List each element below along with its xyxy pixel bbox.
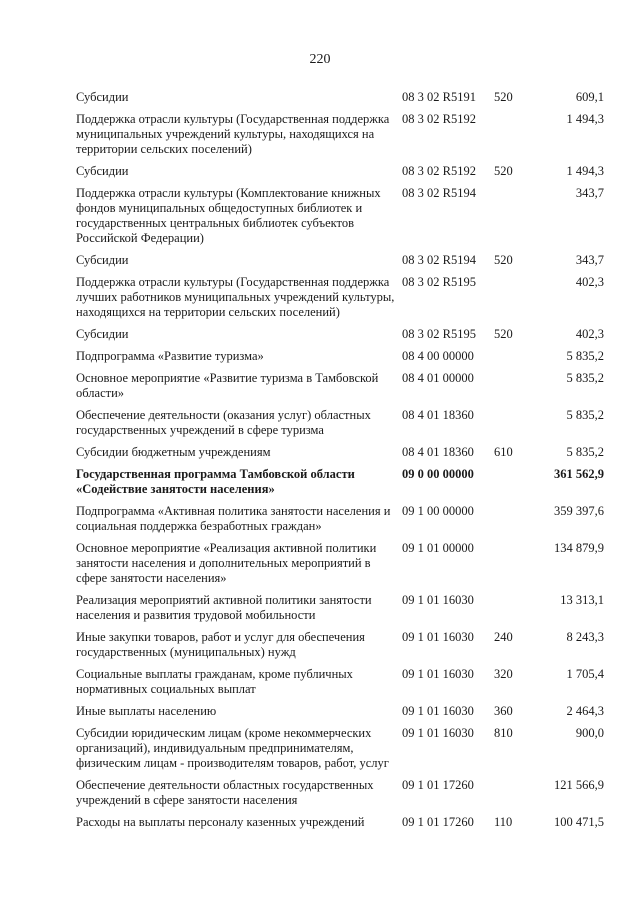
classification-code: 09 1 01 17260 — [402, 815, 474, 829]
classification-code: 08 3 02 R5194 — [402, 253, 476, 267]
expense-type-code: 240 — [494, 630, 513, 644]
amount: 402,3 — [575, 327, 604, 341]
table-row — [76, 593, 604, 623]
amount: 5 835,2 — [566, 349, 604, 363]
table-row — [76, 667, 604, 697]
amount: 361 562,9 — [554, 467, 604, 481]
expense-type-code — [494, 593, 524, 623]
classification-code: 09 1 01 17260 — [402, 778, 474, 792]
amount: 1 494,3 — [566, 164, 604, 178]
expense-type-code — [494, 467, 524, 497]
expense-type-code: 360 — [494, 704, 513, 718]
item-name: Государственная программа Тамбовской области «Содействие занятости населения» — [76, 467, 355, 496]
expense-type-code: 520 — [494, 90, 513, 104]
classification-code: 08 4 01 18360 — [402, 408, 474, 422]
item-name: Основное мероприятие «Развитие туризма в Тамбовской области» — [76, 371, 379, 400]
item-name: Иные выплаты населению — [76, 704, 217, 718]
table-row — [76, 327, 604, 342]
classification-code: 08 4 01 18360 — [402, 445, 474, 459]
item-name: Подпрограмма «Развитие туризма» — [76, 349, 264, 363]
classification-code: 08 3 02 R5195 — [402, 327, 476, 341]
classification-code: 09 1 01 16030 — [402, 667, 474, 681]
amount: 13 313,1 — [560, 593, 604, 607]
amount: 402,3 — [575, 275, 604, 289]
amount: 134 879,9 — [554, 541, 604, 555]
item-name: Расходы на выплаты персоналу казенных учреждений — [76, 815, 365, 829]
amount: 900,0 — [575, 726, 604, 740]
expense-type-code — [494, 504, 524, 534]
item-name: Основное мероприятие «Реализация активной политики занятости населения и дополнительных мероприятий в сфере занятости населения» — [76, 541, 377, 585]
expense-type-code — [494, 371, 524, 401]
table-row — [76, 541, 604, 586]
expense-type-code — [494, 349, 524, 364]
classification-code: 09 1 00 00000 — [402, 504, 474, 518]
table-row — [76, 371, 604, 401]
expense-type-code — [494, 541, 524, 586]
classification-code: 08 3 02 R5191 — [402, 90, 476, 104]
amount: 343,7 — [575, 253, 604, 267]
table-row — [76, 186, 604, 246]
amount: 8 243,3 — [566, 630, 604, 644]
classification-code: 09 1 01 16030 — [402, 704, 474, 718]
amount: 121 566,9 — [554, 778, 604, 792]
budget-table — [76, 90, 604, 837]
item-name: Поддержка отрасли культуры (Государственная поддержка лучших работников муниципальных учреждений культуры, находящихся на территории сельских поселений) — [76, 275, 395, 319]
expense-type-code — [494, 275, 524, 320]
expense-type-code: 520 — [494, 164, 513, 178]
table-row — [76, 90, 604, 105]
page-number: 220 — [309, 52, 331, 67]
table-row — [76, 504, 604, 534]
classification-code: 09 1 01 16030 — [402, 726, 474, 740]
expense-type-code — [494, 778, 524, 808]
amount: 343,7 — [575, 186, 604, 200]
item-name: Субсидии — [76, 164, 129, 178]
expense-type-code: 520 — [494, 327, 513, 341]
classification-code: 09 1 01 16030 — [402, 630, 474, 644]
item-name: Иные закупки товаров, работ и услуг для обеспечения государственных (муниципальных) нужд — [76, 630, 365, 659]
table-row — [76, 445, 604, 460]
item-name: Обеспечение деятельности (оказания услуг) областных государственных учреждений в сфере туризма — [76, 408, 371, 437]
table-row — [76, 467, 604, 497]
classification-code: 08 3 02 R5192 — [402, 112, 476, 126]
item-name: Поддержка отрасли культуры (Комплектование книжных фондов муниципальных общедоступных библиотек и государственных центральных библиотек субъектов Российской Федерации) — [76, 186, 381, 245]
amount: 359 397,6 — [554, 504, 604, 518]
expense-type-code: 610 — [494, 445, 513, 459]
item-name: Субсидии — [76, 90, 129, 104]
expense-type-code: 320 — [494, 667, 513, 681]
expense-type-code: 810 — [494, 726, 513, 740]
table-row — [76, 349, 604, 364]
classification-code: 09 1 01 16030 — [402, 593, 474, 607]
table-row — [76, 815, 604, 830]
amount: 1 705,4 — [566, 667, 604, 681]
amount: 5 835,2 — [566, 445, 604, 459]
amount: 5 835,2 — [566, 408, 604, 422]
classification-code: 08 3 02 R5192 — [402, 164, 476, 178]
amount: 5 835,2 — [566, 371, 604, 385]
classification-code: 09 0 00 00000 — [402, 467, 474, 481]
table-row — [76, 778, 604, 808]
expense-type-code: 110 — [494, 815, 513, 829]
classification-code: 09 1 01 00000 — [402, 541, 474, 555]
amount: 100 471,5 — [554, 815, 604, 829]
table-row — [76, 408, 604, 438]
classification-code: 08 3 02 R5195 — [402, 275, 476, 289]
table-row — [76, 630, 604, 660]
expense-type-code — [494, 112, 524, 157]
amount: 2 464,3 — [566, 704, 604, 718]
item-name: Реализация мероприятий активной политики занятости населения и развития трудовой мобильности — [76, 593, 372, 622]
expense-type-code — [494, 186, 524, 246]
table-row — [76, 164, 604, 179]
table-row — [76, 704, 604, 719]
item-name: Субсидии бюджетным учреждениям — [76, 445, 271, 459]
table-row — [76, 253, 604, 268]
classification-code: 08 4 00 00000 — [402, 349, 474, 363]
table-row — [76, 275, 604, 320]
item-name: Подпрограмма «Активная политика занятости населения и социальная поддержка безработных граждан» — [76, 504, 391, 533]
amount: 609,1 — [575, 90, 604, 104]
item-name: Обеспечение деятельности областных государственных учреждений в сфере занятости населения — [76, 778, 374, 807]
item-name: Поддержка отрасли культуры (Государственная поддержка муниципальных учреждений культуры, находящихся на территории сельских поселений) — [76, 112, 390, 156]
classification-code: 08 3 02 R5194 — [402, 186, 476, 200]
table-row — [76, 726, 604, 771]
table-row — [76, 112, 604, 157]
expense-type-code — [494, 408, 524, 438]
amount: 1 494,3 — [566, 112, 604, 126]
expense-type-code: 520 — [494, 253, 513, 267]
item-name: Социальные выплаты гражданам, кроме публичных нормативных социальных выплат — [76, 667, 353, 696]
item-name: Субсидии — [76, 327, 129, 341]
classification-code: 08 4 01 00000 — [402, 371, 474, 385]
item-name: Субсидии юридическим лицам (кроме некоммерческих организаций), индивидуальным предпринимателям, физическим лицам - производителям товаров, работ, услуг — [76, 726, 389, 770]
item-name: Субсидии — [76, 253, 129, 267]
